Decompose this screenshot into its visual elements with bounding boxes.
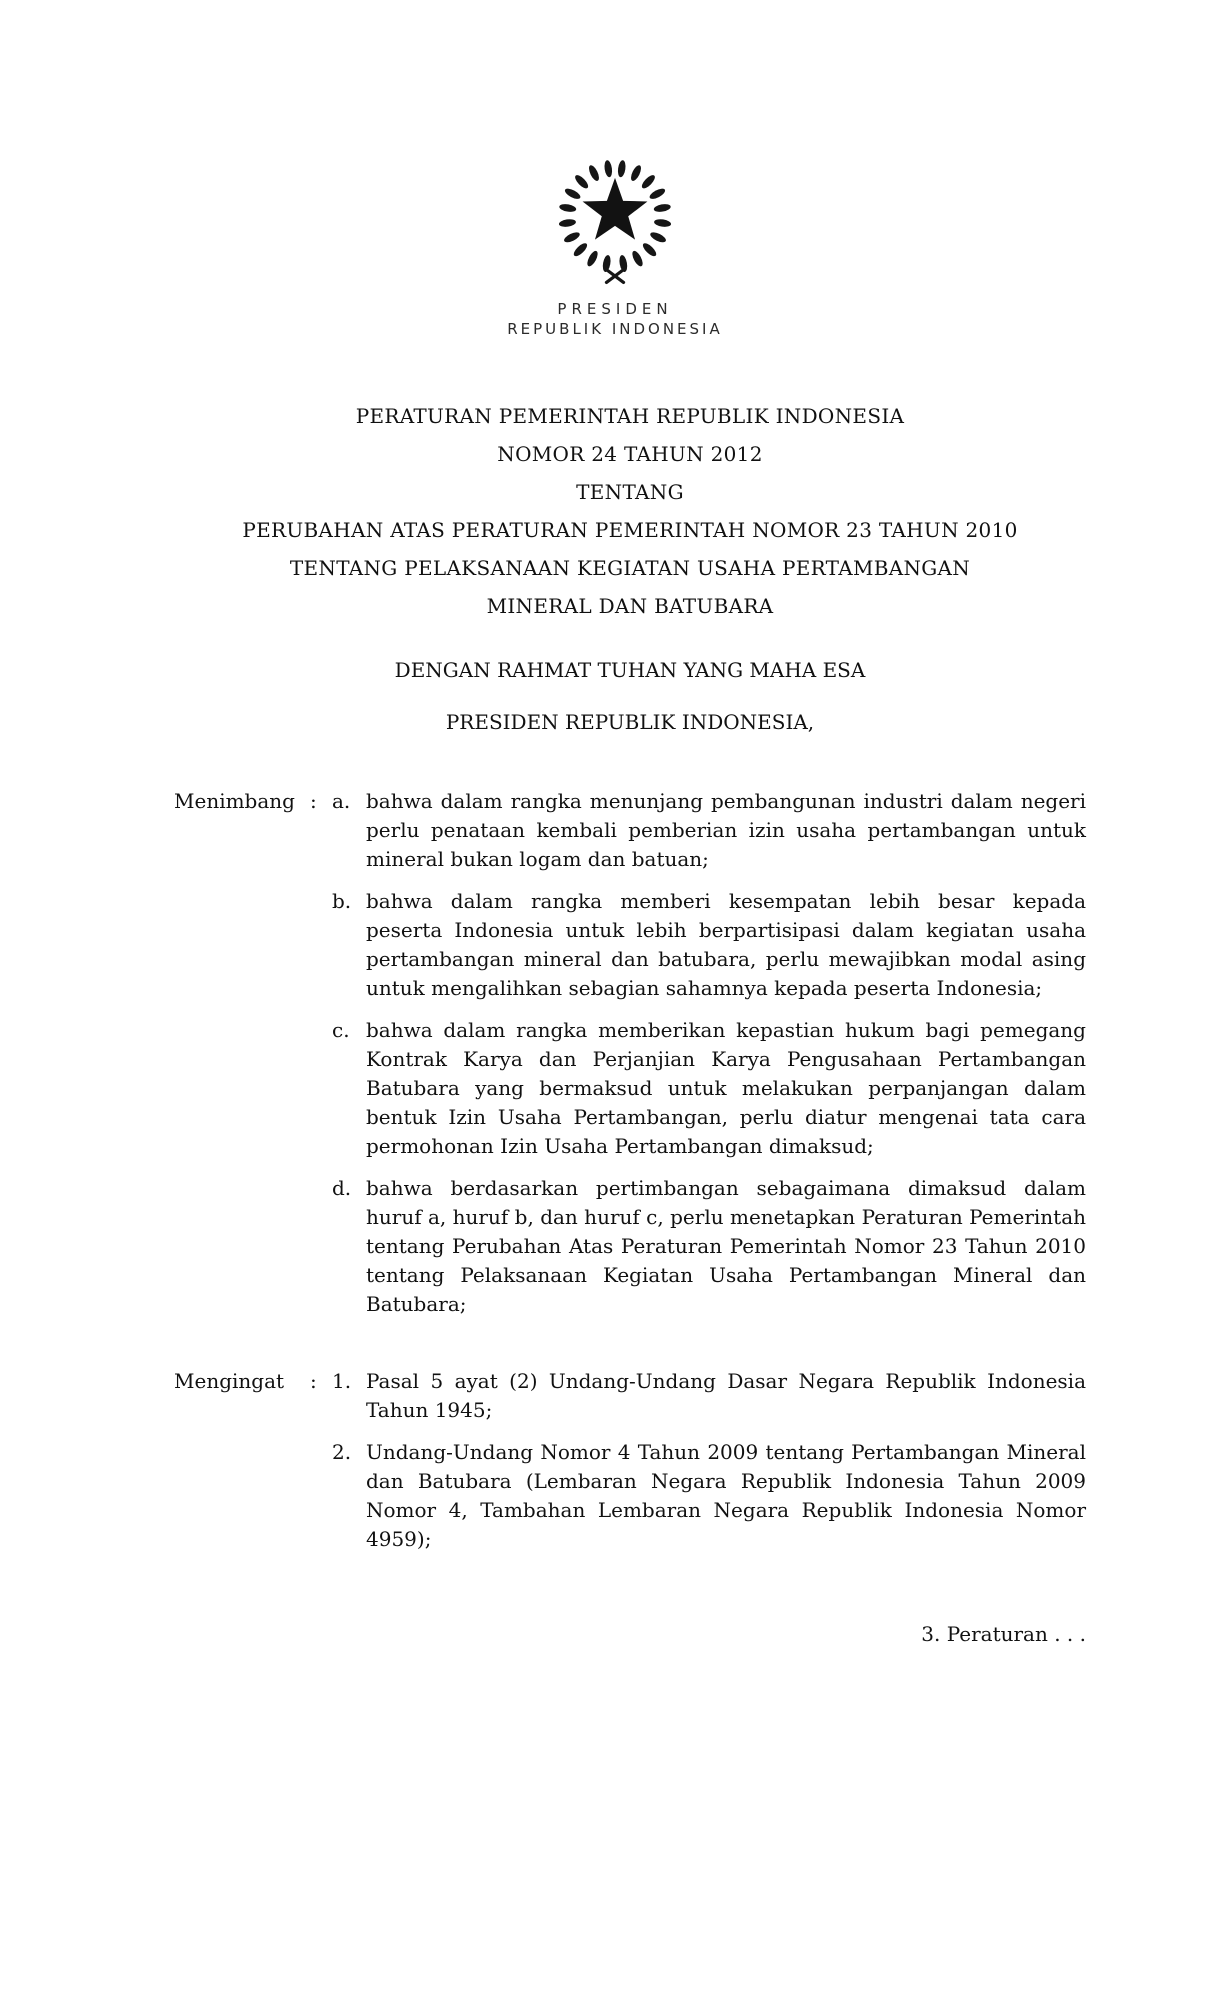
item-marker: 2. <box>332 1440 352 1464</box>
item-text: bahwa dalam rangka memberi kesempatan lebih besar kepada peserta Indonesia untuk lebih berpartisipasi dalam kegiatan usaha pertambangan mineral dan batubara, perlu mewajibkan modal asing untuk mengalihkan sebagian sahamnya kepada peserta Indonesia; <box>366 889 1086 1000</box>
item-text: Pasal 5 ayat (2) Undang-Undang Dasar Negara Republik Indonesia Tahun 1945; <box>366 1369 1086 1422</box>
title-line-1: PERATURAN PEMERINTAH REPUBLIK INDONESIA <box>355 404 905 428</box>
item-text: bahwa berdasarkan pertimbangan sebagaimana dimaksud dalam huruf a, huruf b, dan huruf c, perlu menetapkan Peraturan Pemerintah tentang Perubahan Atas Peraturan Pemerintah Nomor 23 Tahun 2010 tentang Pelaksanaan Kegiatan Usaha Pertambangan Mineral dan Batubara; <box>366 1176 1086 1316</box>
item-text: bahwa dalam rangka menunjang pembangunan industri dalam negeri perlu penataan kembali pemberian izin usaha pertambangan untuk mineral bukan logam dan batuan; <box>366 789 1086 871</box>
section-mengingat <box>174 1367 1086 1554</box>
item-marker: b. <box>332 889 352 913</box>
section-menimbang-colon: : <box>310 789 317 813</box>
seal-caption-line1: PRESIDEN <box>557 300 673 318</box>
section-mengingat-colon: : <box>310 1369 317 1393</box>
list-item <box>332 1367 1086 1425</box>
section-mengingat-label: Mengingat <box>174 1369 285 1393</box>
item-marker: c. <box>332 1018 350 1042</box>
authority-line: PRESIDEN REPUBLIK INDONESIA, <box>445 710 815 734</box>
invocation-line: DENGAN RAHMAT TUHAN YANG MAHA ESA <box>394 658 866 682</box>
section-mengingat-items <box>332 1367 1086 1554</box>
presidential-seal-icon <box>551 150 679 289</box>
list-item <box>332 1016 1086 1161</box>
list-item <box>332 887 1086 1003</box>
list-item <box>332 787 1086 874</box>
list-item <box>332 1174 1086 1319</box>
list-item <box>332 1438 1086 1554</box>
title-line-6: MINERAL DAN BATUBARA <box>486 594 774 618</box>
section-menimbang-items <box>332 787 1086 1319</box>
title-line-3: TENTANG <box>576 480 684 504</box>
ribbon-icon <box>606 270 623 283</box>
item-marker: a. <box>332 789 351 813</box>
title-line-5: TENTANG PELAKSANAAN KEGIATAN USAHA PERTAMBANGAN <box>289 556 971 580</box>
item-text: Undang-Undang Nomor 4 Tahun 2009 tentang Pertambangan Mineral dan Batubara (Lembaran Negara Republik Indonesia Tahun 2009 Nomor 4, Tambahan Lembaran Negara Republik Indonesia Nomor 4959); <box>366 1440 1086 1551</box>
seal-caption <box>144 299 1086 339</box>
title-line-2: NOMOR 24 TAHUN 2012 <box>497 442 763 466</box>
section-menimbang-label: Menimbang <box>174 789 295 813</box>
item-marker: d. <box>332 1176 352 1200</box>
item-text: bahwa dalam rangka memberikan kepastian hukum bagi pemegang Kontrak Karya dan Perjanjian Karya Pengusahaan Pertambangan Batubara yang bermaksud untuk melakukan perpanjangan dalam bentuk Izin Usaha Pertambangan, perlu diatur mengenai tata cara permohonan Izin Usaha Pertambangan dimaksud; <box>366 1018 1086 1158</box>
star-icon <box>583 178 648 240</box>
title-line-4: PERUBAHAN ATAS PERATURAN PEMERINTAH NOMOR 23 TAHUN 2010 <box>242 518 1018 542</box>
seal-caption-line2: REPUBLIK INDONESIA <box>507 320 723 338</box>
section-menimbang <box>174 787 1086 1319</box>
document-content <box>174 150 1086 1649</box>
presidential-seal <box>144 150 1086 339</box>
regulation-title <box>174 397 1086 625</box>
item-marker: 1. <box>332 1369 352 1393</box>
catchword: 3. Peraturan . . . <box>921 1622 1086 1646</box>
